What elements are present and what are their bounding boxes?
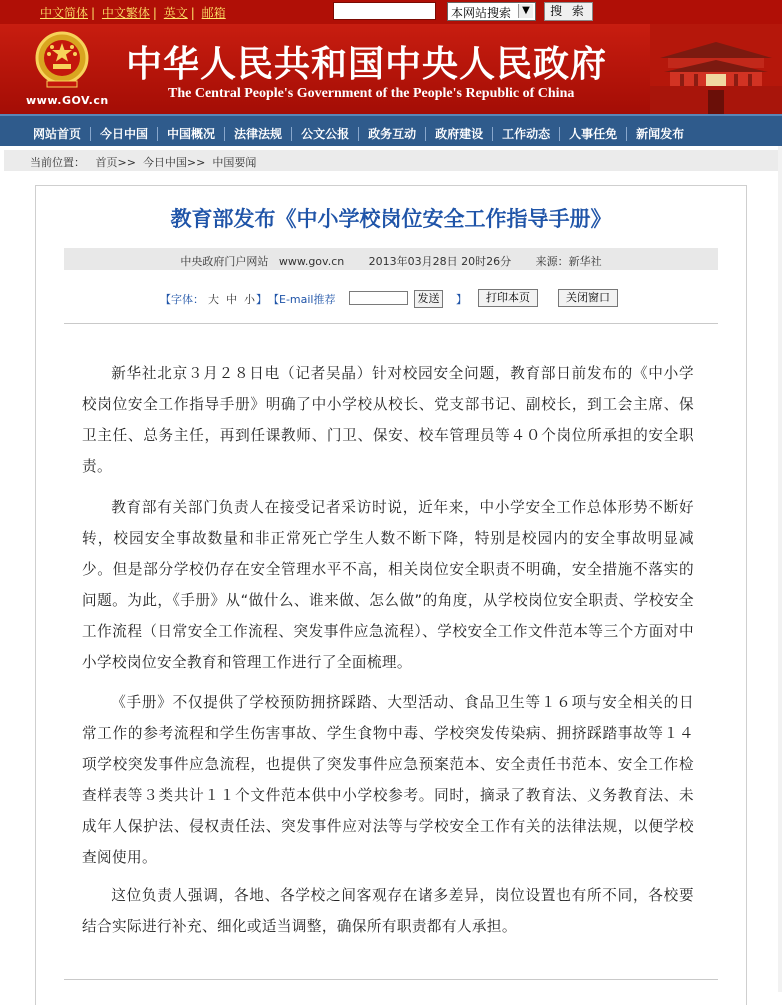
email-recommend-label: 【E-mail推荐 (268, 293, 336, 306)
site-title-english: The Central People's Government of the People's Republic of China (168, 86, 575, 101)
email-close: 】 (456, 293, 467, 306)
breadcrumb (4, 150, 778, 171)
breadcrumb-home[interactable]: 首页>> (95, 156, 136, 169)
page-edge-shade (778, 146, 782, 992)
search-scope-value: 本网站搜索 (451, 6, 512, 20)
main-navigation (0, 114, 782, 146)
link-mailbox[interactable]: 邮箱 (201, 6, 226, 20)
article-meta: 中央政府门户网站 www.gov.cn 2013年03月28日 20时26分 来源：新华社 (180, 255, 602, 268)
article-paragraph: 这位负责人强调，各地、各学校之间客观存在诸多差异，岗位设置也有所不同，各校要结合实际进行补充、细化或适当调整，确保所有职责都有人承担。 (82, 887, 694, 935)
font-size-medium[interactable]: 中 (226, 293, 237, 306)
breadcrumb-today-china[interactable]: 今日中国>> (142, 156, 206, 169)
search-scope-select[interactable] (447, 2, 536, 21)
nav-item-laws[interactable]: 法律法规 (225, 127, 292, 141)
breadcrumb-prefix: 当前位置： (30, 156, 85, 169)
send-button[interactable]: 发送 (414, 290, 443, 308)
breadcrumb-china-news[interactable]: 中国要闻 (212, 156, 257, 169)
divider (64, 323, 718, 324)
font-size-label: 【字体： (160, 293, 204, 306)
nav-item-work-news[interactable]: 工作动态 (493, 127, 560, 141)
tiananmen-gate-icon (650, 24, 782, 114)
site-domain: www.GOV.cn (26, 94, 109, 107)
font-size-small[interactable]: 小 (244, 293, 255, 306)
print-button[interactable]: 打印本页 (478, 289, 538, 307)
article-headline: 教育部发布《中小学校岗位安全工作指导手册》 (170, 206, 612, 231)
nav-item-china-overview[interactable]: 中国概况 (158, 127, 225, 141)
language-links: 中文简体 | 中文繁体 | 英文 | 邮箱 (40, 6, 226, 20)
nav-item-today-china[interactable]: 今日中国 (91, 127, 158, 141)
email-input[interactable] (349, 291, 408, 305)
link-simplified-chinese[interactable]: 中文简体 (40, 6, 89, 20)
article-meta-bar (64, 248, 718, 270)
chevron-down-icon[interactable]: ▼ (518, 4, 533, 18)
nav-item-appointments[interactable]: 人事任免 (560, 127, 627, 141)
nav-item-documents[interactable]: 公文公报 (292, 127, 359, 141)
article-paragraph: 教育部有关部门负责人在接受记者采访时说，近年来，中小学安全工作总体形势不断好转，校园安全事故数量和非正常死亡学生人数不断下降，特别是校园内的安全事故明显减少。但是部分学校仍存在安全管理水平不高，相关岗位安全职责不明确，安全措施不落实的问题。为此，《手册》从“做什么、谁来做、怎么做”的角度，从学校岗位安全职责、学校安全工作流程（日常安全工作流程、突发事件应急流程）、学校安全工作文件范本等三个方面对中小学校岗位安全教育和管理工作进行了全面梳理。 (82, 499, 694, 671)
nav-item-gov-building[interactable]: 政府建设 (426, 127, 493, 141)
link-english[interactable]: 英文 (163, 6, 188, 20)
national-emblem-icon (33, 30, 91, 90)
article-paragraph: 新华社北京３月２８日电（记者吴晶）针对校园安全问题，教育部日前发布的《中小学校岗位安全工作指导手册》明确了中小学校从校长、党支部书记、副校长，到工会主席、保卫主任、总务主任，再到任课教师、门卫、保安、校车管理员等４０个岗位所承担的安全职责。 (82, 365, 694, 475)
nav-item-interaction[interactable]: 政务互动 (359, 127, 426, 141)
site-title-chinese: 中华人民共和国中央人民政府 (126, 43, 608, 85)
site-banner (0, 24, 782, 114)
nav-item-press[interactable]: 新闻发布 (636, 127, 685, 141)
font-size-large[interactable]: 大 (208, 293, 219, 306)
link-traditional-chinese[interactable]: 中文繁体 (101, 6, 150, 20)
search-input[interactable] (333, 2, 436, 20)
close-window-button[interactable]: 关闭窗口 (558, 289, 618, 307)
top-utility-bar (0, 0, 782, 24)
article-paragraph: 《手册》不仅提供了学校预防拥挤踩踏、大型活动、食品卫生等１６项与安全相关的日常工作的参考流程和学生伤害事故、学生食物中毒、学校突发传染病、拥挤踩踏事故等１４项学校突发事件应急流程，也提供了突发事件应急预案范本、安全责任书范本、安全工作检查样表等３类共计１１个文件范本供中小学校参考。同时，摘录了教育法、义务教育法、未成年人保护法、侵权责任法、突发事件应对法等与学校安全工作有关的法律法规，以便学校查阅使用。 (82, 694, 694, 866)
nav-item-home[interactable]: 网站首页 (24, 127, 91, 141)
search-button[interactable]: 搜 索 (544, 2, 593, 21)
font-size-close: 】 (256, 293, 267, 306)
divider (64, 979, 718, 980)
